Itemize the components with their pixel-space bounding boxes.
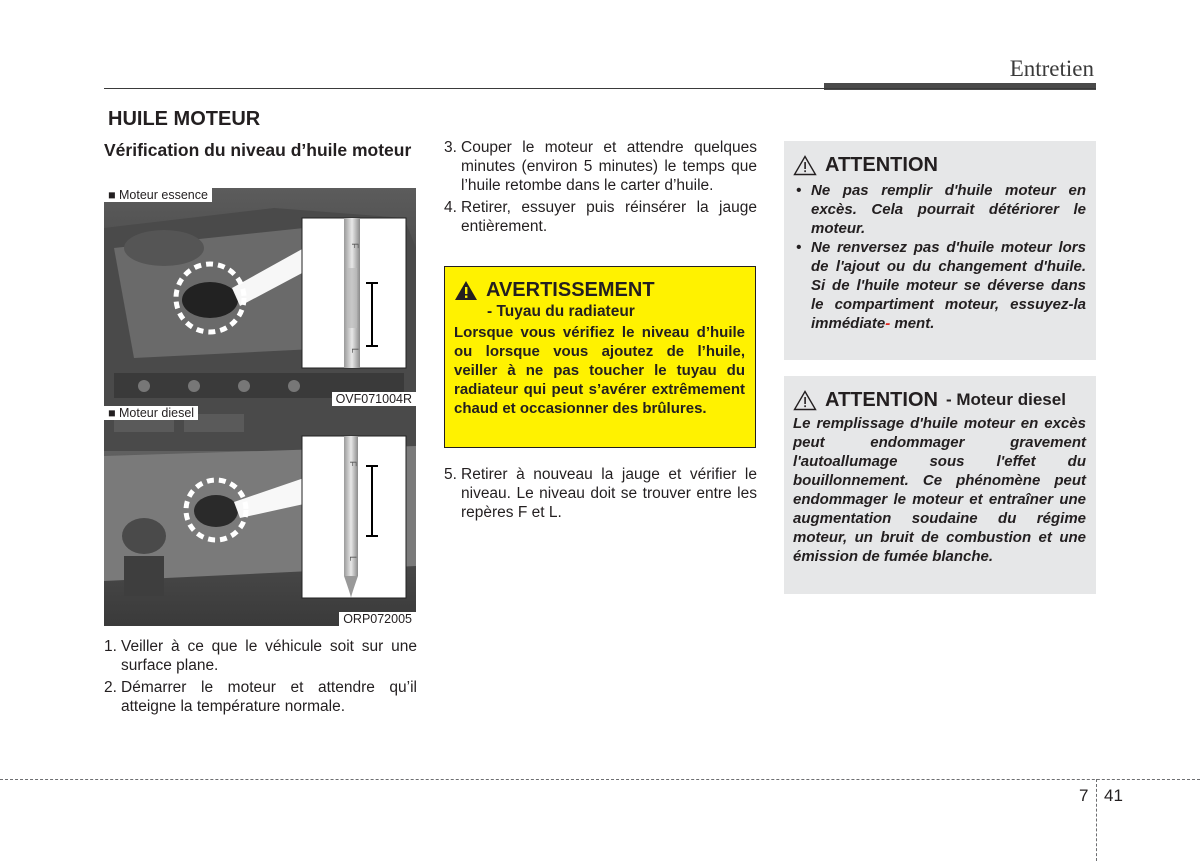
page-number: 41 (1104, 786, 1123, 805)
header-rule (104, 88, 1096, 89)
step-number: 4. (444, 199, 457, 216)
subsection-title: Vérification du niveau d’huile moteur (104, 140, 412, 160)
figure-label: ■ Moteur essence (104, 188, 212, 202)
caution-triangle-icon (793, 155, 817, 176)
steps-list-col2b (444, 465, 757, 522)
step-text: Couper le moteur et attendre quelques minutes (environ 5 minutes) le temps que l’huile retombe dans le carter d’huile. (461, 139, 757, 194)
attention-item-text-cont: ment. (894, 315, 935, 332)
chapter-number: 7 (1079, 786, 1089, 805)
step-number: 1. (104, 638, 117, 655)
hyphen-mark: - (885, 315, 891, 332)
steps-list-col1 (104, 637, 417, 716)
attention-title-suffix: - Moteur diesel (945, 390, 1066, 409)
gasoline-engine-figure (104, 188, 416, 406)
attention-title: ATTENTION (825, 153, 938, 176)
list-item (444, 138, 757, 195)
attention-body: Le remplissage d'huile moteur en excès peut endommager gravement l'autoallumage sous l'effet du bouillonnement. Ce phénomène peut endommager le moteur et entraîner une augmentation soudaine du régime moteur, un bruit de combustion et une émission de fumée blanche. (793, 415, 1086, 565)
step-number: 5. (444, 466, 457, 483)
attention-title: ATTENTION (825, 388, 938, 411)
list-item (444, 198, 757, 236)
bullet: • (796, 239, 802, 256)
attention-list (793, 181, 1086, 333)
gasoline-engine-illustration (104, 188, 416, 406)
step-text: Veiller à ce que le véhicule soit sur une surface plane. (121, 638, 417, 674)
step-text: Démarrer le moteur et attendre qu’il atteigne la température normale. (121, 679, 417, 715)
warning-title-row (454, 277, 745, 303)
list-item (793, 181, 1086, 238)
attention-item-text: Ne renversez pas d'huile moteur lors de l'ajout ou du changement d'huile. Si de l'huile moteur se déverse dans le compartiment moteur, essuyez-la immédiate (811, 239, 1086, 332)
list-item (104, 678, 417, 716)
svg-text:L: L (350, 348, 360, 354)
warning-box (444, 266, 756, 448)
diesel-engine-figure (104, 406, 416, 626)
caution-triangle-icon (793, 390, 817, 411)
figure-code: ORP072005 (339, 612, 416, 626)
attention-diesel-box (784, 376, 1096, 594)
step-text: Retirer à nouveau la jauge et vérifier le niveau. Le niveau doit se trouver entre les repères F et L. (461, 466, 757, 521)
steps-list-col2 (444, 138, 757, 236)
footer-rule (0, 779, 1200, 780)
attention-title-row (793, 386, 1086, 414)
chapter-header-title: Entretien (1009, 56, 1094, 81)
list-item (104, 637, 417, 675)
svg-text:F: F (350, 243, 360, 249)
bullet: • (796, 182, 802, 199)
diesel-engine-illustration (104, 406, 416, 626)
attention-item-text: Ne pas remplir d'huile moteur en excès. Cela pourrait détériorer le moteur. (811, 182, 1086, 237)
attention-box (784, 141, 1096, 360)
svg-text:F: F (348, 461, 358, 467)
section-title: HUILE MOTEUR (108, 108, 261, 130)
warning-subtitle: - Tuyau du radiateur (487, 303, 635, 320)
figure-code: OVF071004R (332, 392, 416, 406)
warning-title: AVERTISSEMENT (486, 278, 655, 301)
warning-body: Lorsque vous vérifiez le niveau d’huile ou lorsque vous ajoutez de l’huile, veiller à ne pas toucher le tuyau du radiateur qui peut s’avérer extrêmement chaud et occasionner des brûlures. (454, 324, 745, 417)
attention-title-row (793, 151, 1086, 179)
svg-text:L: L (348, 556, 358, 562)
figure-label: ■ Moteur diesel (104, 406, 198, 420)
warning-triangle-icon (454, 280, 478, 301)
list-item (444, 465, 757, 522)
footer-separator (1096, 779, 1097, 861)
step-text: Retirer, essuyer puis réinsérer la jauge entièrement. (461, 199, 757, 235)
step-number: 2. (104, 679, 117, 696)
step-number: 3. (444, 139, 457, 156)
list-item (793, 238, 1086, 333)
